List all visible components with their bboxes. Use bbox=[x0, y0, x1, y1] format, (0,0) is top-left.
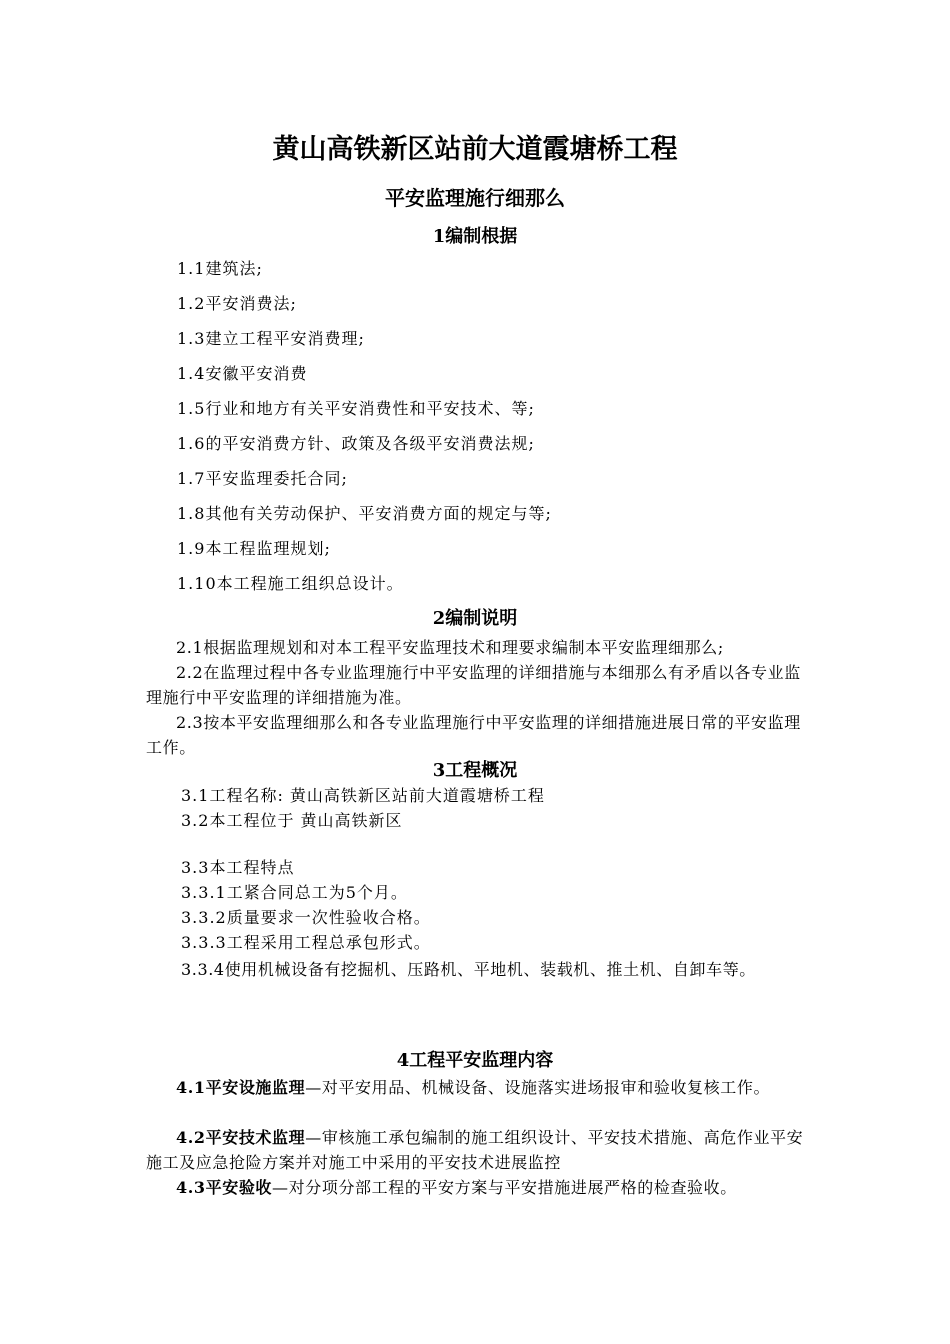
content-item bbox=[146, 1125, 808, 1175]
paragraph: 2.1根据监理规划和对本工程平安监理技术和理要求编制本平安监理细那么; bbox=[176, 638, 724, 657]
list-item: 3.3.1工紧合同总工为5个月。 bbox=[181, 883, 408, 902]
content-item bbox=[146, 1075, 808, 1100]
section-3-heading: 3工程概况 bbox=[432, 760, 518, 781]
list-item: 3.3.2质量要求一次性验收合格。 bbox=[181, 908, 431, 927]
content-item bbox=[146, 1175, 808, 1200]
content-item-label: 4.2平安技术监理 bbox=[176, 1128, 306, 1147]
section-2-heading: 2编制说明 bbox=[432, 608, 518, 629]
content-item-text: —对平安用品、机械设备、设施落实进场报审和验收复核工作。 bbox=[305, 1078, 771, 1097]
list-item: 1.3建立工程平安消费理; bbox=[177, 329, 365, 348]
paragraph: 3.3.4使用机械设备有挖掘机、压路机、平地机、装载机、推土机、自卸车等。 bbox=[181, 960, 756, 979]
project-features-heading: 3.3本工程特点 bbox=[181, 858, 295, 877]
paragraph: 2.3按本平安监理细那么和各专业监理施行中平安监理的详细措施进展日常的平安监理工作。 bbox=[146, 713, 801, 757]
list-item: 1.1建筑法; bbox=[177, 259, 263, 278]
content-item-label: 4.3平安验收 bbox=[176, 1178, 273, 1197]
section-1-heading: 1编制根据 bbox=[432, 226, 518, 247]
list-item: 1.8其他有关劳动保护、平安消费方面的规定与等; bbox=[177, 504, 552, 523]
document-subtitle: 平安监理施行细那么 bbox=[385, 186, 565, 210]
list-item: 1.6的平安消费方针、政策及各级平安消费法规; bbox=[177, 434, 535, 453]
content-item-text: —对分项分部工程的平安方案与平安措施进展严格的检查验收。 bbox=[272, 1178, 737, 1197]
list-item: 3.3.3工程采用工程总承包形式。 bbox=[181, 933, 431, 952]
list-item: 1.7平安监理委托合同; bbox=[177, 469, 348, 488]
document-title: 黄山高铁新区站前大道霞塘桥工程 bbox=[272, 134, 678, 165]
paragraph: 2.2在监理过程中各专业监理施行中平安监理的详细措施与本细那么有矛盾以各专业监理施行中平安监理的详细措施为准。 bbox=[146, 663, 801, 707]
content-item-label: 4.1平安设施监理 bbox=[176, 1078, 306, 1097]
list-item: 1.5行业和地方有关平安消费性和平安技术、等; bbox=[177, 399, 535, 418]
section-4-heading: 4工程平安监理内容 bbox=[396, 1050, 554, 1071]
content-item-text: —审核施工承包编制的施工组织设计、平安技术措施、高危作业平安施工及应急抢险方案并对施工中采用的平安技术进展监控 bbox=[146, 1128, 804, 1172]
list-item: 1.4安徽平安消费 bbox=[177, 364, 308, 383]
project-name: 3.1工程名称: 黄山高铁新区站前大道霞塘桥工程 bbox=[181, 786, 545, 805]
list-item: 1.2平安消费法; bbox=[177, 294, 297, 313]
list-item: 1.10本工程施工组织总设计。 bbox=[177, 574, 404, 593]
project-location: 3.2本工程位于 黄山高铁新区 bbox=[181, 811, 403, 830]
list-item: 1.9本工程监理规划; bbox=[177, 539, 331, 558]
